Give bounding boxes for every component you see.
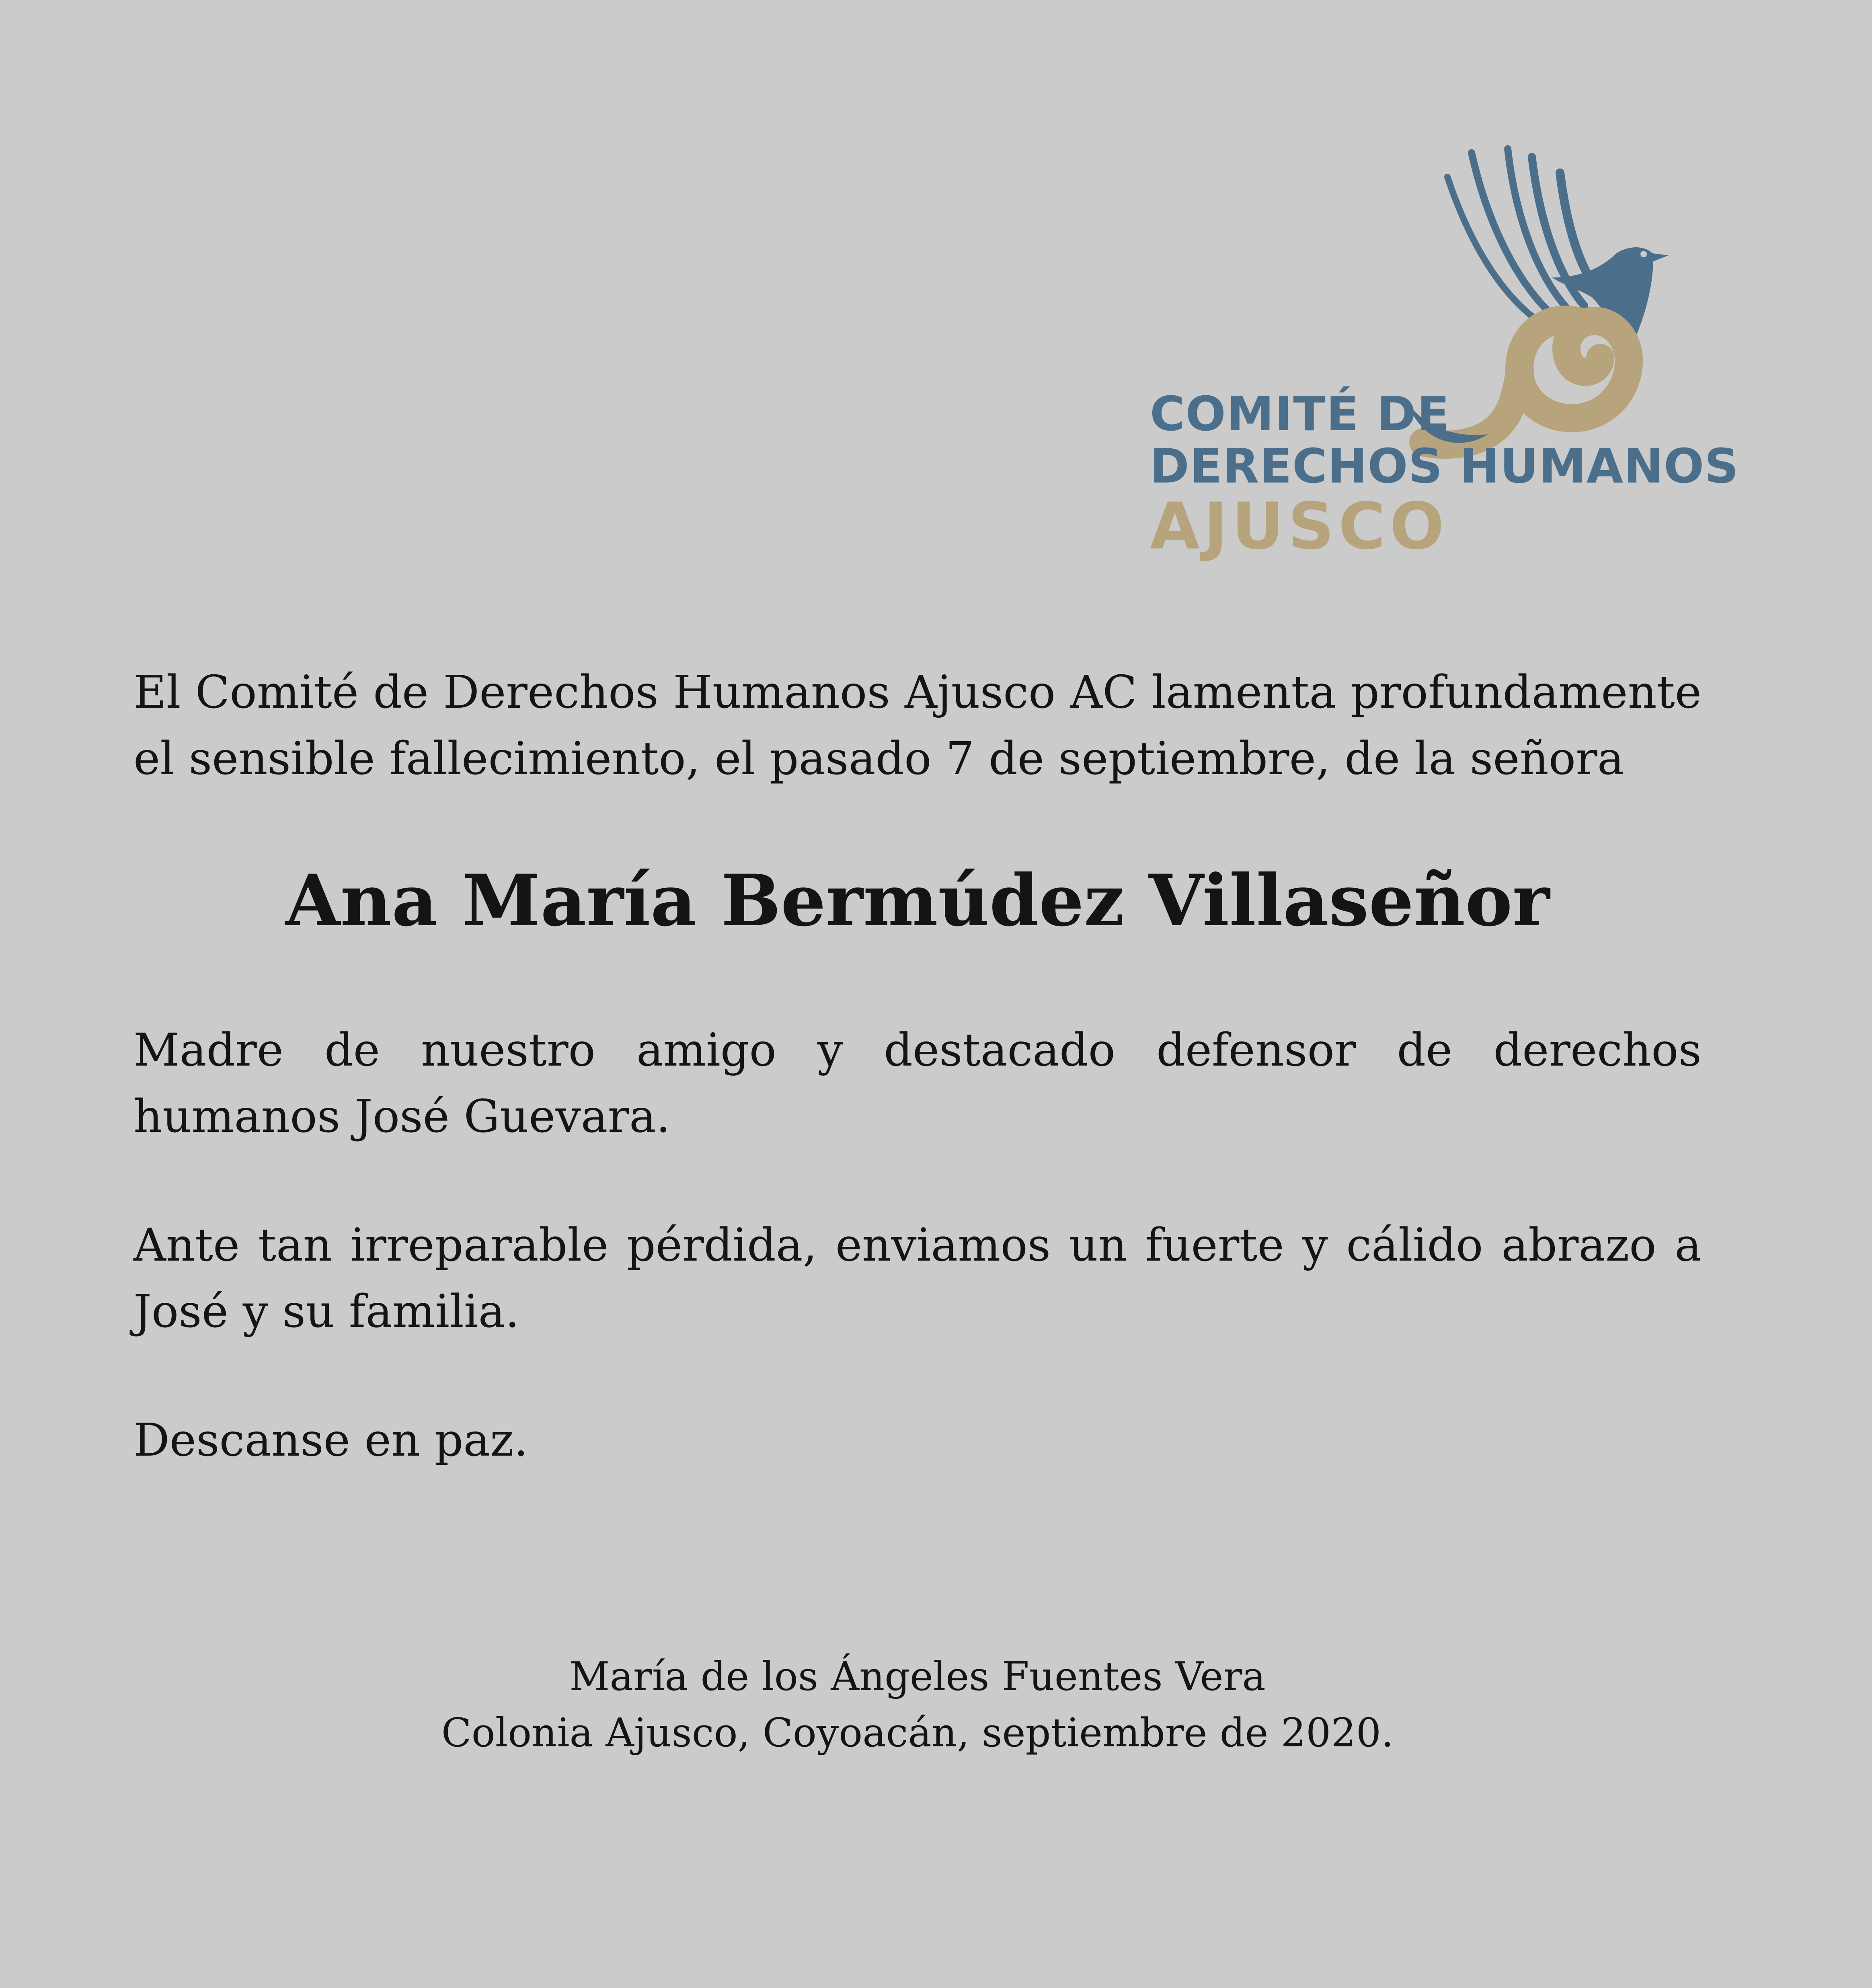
- deceased-name: Ana María Bermúdez Villaseñor: [285, 859, 1550, 942]
- intro-paragraph: El Comité de Derechos Humanos Ajusco AC lamenta profundamente el sensible fallecimiento, el pasado 7 de septiembre, de la señora: [133, 666, 1702, 785]
- condolence-paragraph: Ante tan irreparable pérdida, enviamos un fuerte y cálido abrazo a José y su familia.: [133, 1219, 1702, 1338]
- organization-logo: [1134, 145, 1739, 564]
- logo-text-line3: AJUSCO: [1150, 489, 1448, 564]
- relation-paragraph: Madre de nuestro amigo y destacado defensor de derechos humanos José Guevara.: [133, 1024, 1702, 1143]
- rest-in-peace-paragraph: Descanse en paz.: [133, 1414, 528, 1466]
- signer-name: María de los Ángeles Fuentes Vera: [569, 1654, 1266, 1700]
- place-date: Colonia Ajusco, Coyoacán, septiembre de 2020.: [441, 1710, 1394, 1756]
- logo-text-line1: COMITÉ DE: [1150, 386, 1450, 442]
- logo-text-line2: DERECHOS HUMANOS: [1150, 438, 1739, 494]
